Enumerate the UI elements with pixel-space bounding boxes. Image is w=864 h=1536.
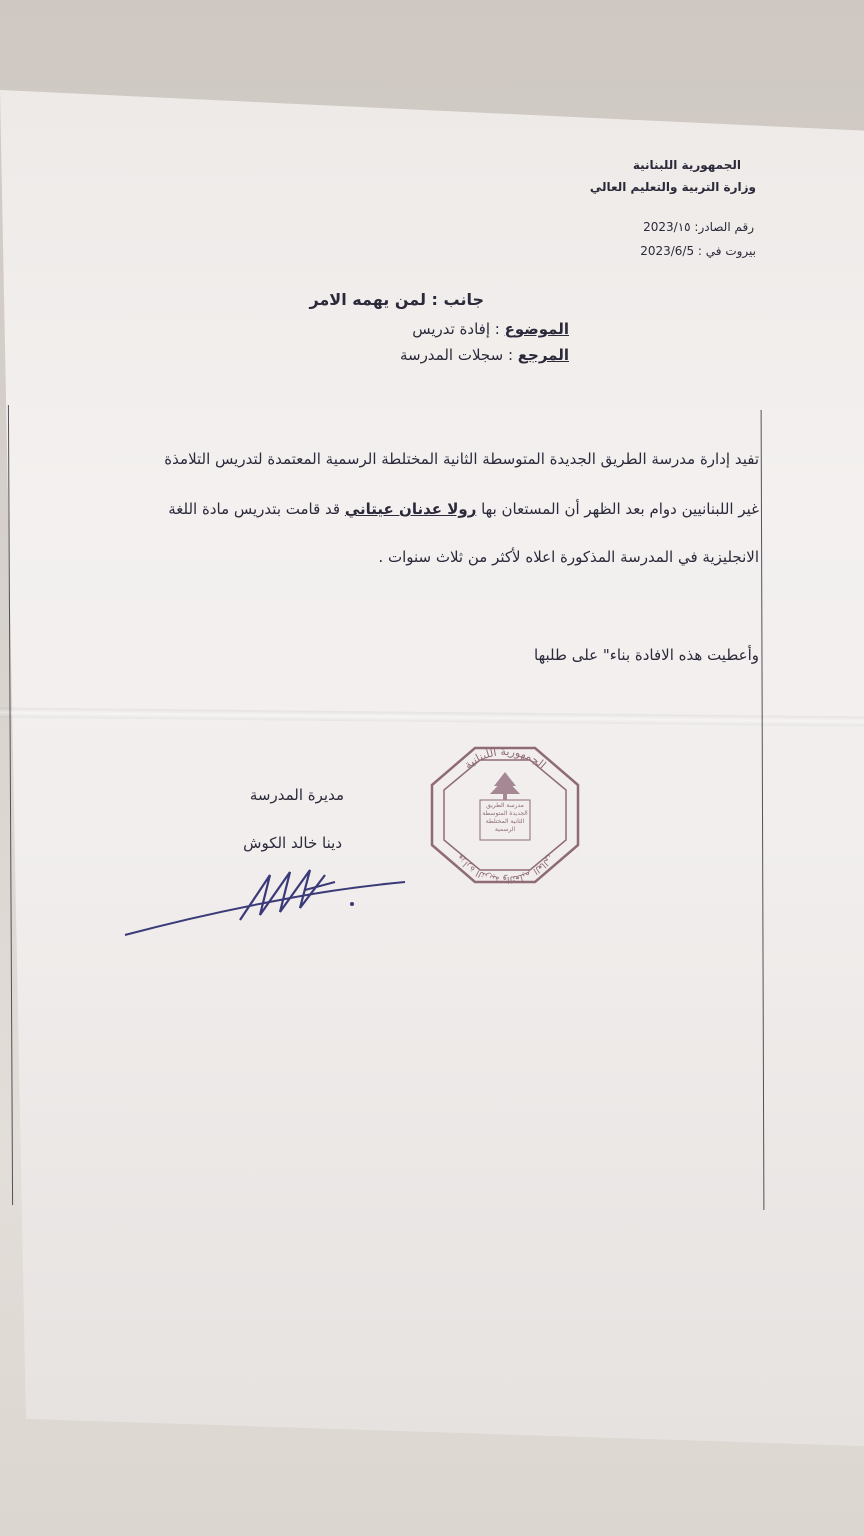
official-stamp	[420, 740, 590, 890]
subject-line	[412, 320, 569, 338]
signature-scribble	[120, 860, 420, 950]
teacher-name: رولا عدنان عيتاني	[344, 500, 477, 518]
body-line-3: الانجليزية في المدرسة المذكورة اعلاه لأكثر من ثلاث سنوات .	[378, 548, 759, 566]
body-line-2-end: قد قامت بتدريس مادة اللغة	[168, 500, 345, 518]
reference-value: : سجلات المدرسة	[399, 346, 518, 364]
body-line-2-start: غير اللبنانيين دوام بعد الظهر أن المستعان بها	[476, 500, 759, 518]
subject-label: الموضوع	[504, 320, 569, 338]
body-line-2	[168, 500, 759, 518]
closing-line: وأعطيت هذه الافادة بناء" على طلبها	[534, 646, 759, 664]
reference-line	[400, 346, 569, 364]
reference-label: المرجع	[517, 346, 569, 364]
issue-number: رقم الصادر: 2023/١٥	[643, 220, 754, 234]
cedar-tree-icon	[490, 772, 520, 800]
issue-date: بيروت في : 2023/6/5	[640, 244, 756, 258]
stamp-inner-text: مدرسة الطريق الجديدة المتوسطة الثانية المختلطة الرسمية	[482, 802, 528, 833]
body-line-1: تفيد إدارة مدرسة الطريق الجديدة المتوسطة الثانية المختلطة الرسمية المعتمدة لتدريس التلامذة	[164, 450, 759, 468]
principal-title: مديرة المدرسة	[249, 786, 344, 804]
subject-value: : إفادة تدريس	[412, 320, 505, 338]
header-ministry: وزارة التربية والتعليم العالي	[589, 180, 756, 194]
addressee: جانب : لمن يهمه الامر	[309, 290, 484, 309]
principal-name: دينا خالد الكوش	[243, 834, 342, 852]
stamp-bottom-text: وزارة التربية والتعليم العالي	[455, 852, 555, 885]
header-republic: الجمهورية اللبنانية	[632, 158, 741, 172]
stamp-outer-text: الجمهورية اللبنانية	[461, 744, 549, 772]
